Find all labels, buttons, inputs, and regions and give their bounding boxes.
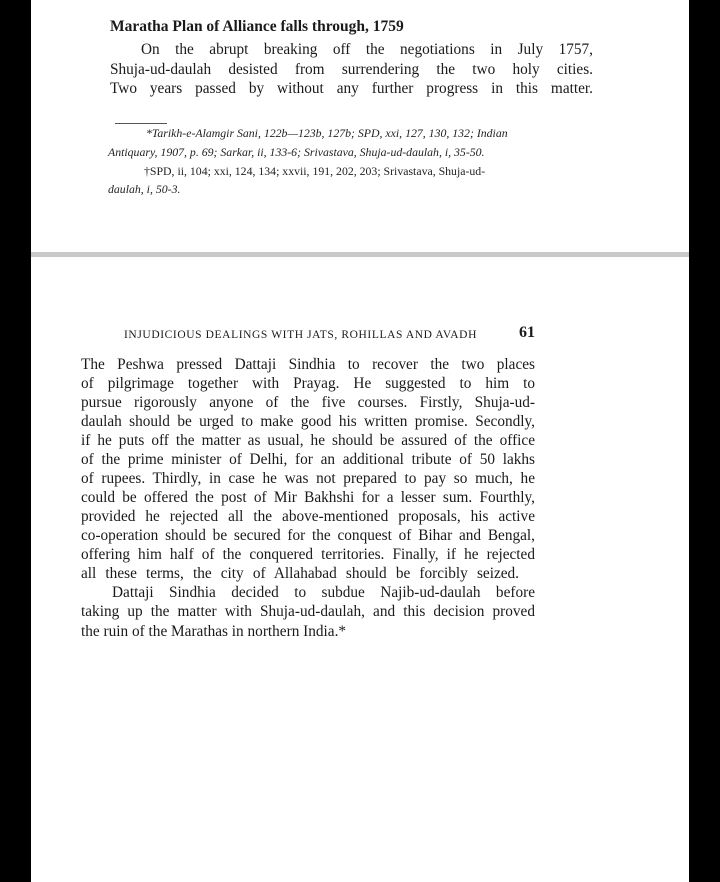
body-line: On the abrupt breaking off the negotiations in July 1757, [141,41,593,58]
body-line: The Peshwa pressed Dattaji Sindhia to recover the two places [81,356,535,373]
footnote-line: †SPD, ii, 104; xxi, 124, 134; xxvii, 191, 202, 203; Srivastava, Shuja-ud- [144,164,486,178]
body-line: Two years passed by without any further progress in this matter. [110,80,593,97]
section-heading: Maratha Plan of Alliance falls through, 1759 [110,18,404,35]
body-line: if he puts off the matter as usual, he should be assured of the office [81,432,535,449]
footnote-line: Antiquary, 1907, p. 69; Sarkar, ii, 133-6; Srivastava, Shuja-ud-daulah, i, 35-50. [108,145,485,159]
body-line: of pilgrimage together with Prayag. He suggested to him to [81,375,535,392]
page-number: 61 [519,324,535,341]
body-line: Shuja-ud-daulah desisted from surrendering the two holy cities. [110,61,593,78]
footnote-line: daulah, i, 50-3. [108,182,181,196]
running-head: INJUDICIOUS DEALINGS WITH JATS, ROHILLAS AND AVADH [124,329,477,341]
body-line: the ruin of the Marathas in northern India.* [81,623,347,640]
body-line: Dattaji Sindhia decided to subdue Najib-ud-daulah before [112,584,535,601]
body-line: provided he rejected all the above-mentioned proposals, his active [81,508,535,525]
top-page [31,0,689,252]
body-line: daulah should be urged to make good his written promise. Secondly, [81,413,535,430]
body-line: of rupees. Thirdly, in case he was not prepared to pay so much, he [81,470,535,487]
body-line: taking up the matter with Shuja-ud-daulah, and this decision proved [81,603,535,620]
footnote-rule [115,123,167,124]
body-line: of the prime minister of Delhi, for an additional tribute of 50 lakhs [81,451,535,468]
footnote-line: *Tarikh-e-Alamgir Sani, 122b—123b, 127b; SPD, xxi, 127, 130, 132; Indian [146,126,508,140]
body-line: all these terms, the city of Allahabad should be forcibly seized. [81,565,519,582]
body-line: offering him half of the conquered territories. Finally, if he rejected [81,546,535,563]
body-line: co-operation should be secured for the conquest of Bihar and Bengal, [81,527,535,544]
body-line: pursue rigorously anyone of the five courses. Firstly, Shuja-ud- [81,394,535,411]
bottom-page [31,257,689,882]
body-line: could be offered the post of Mir Bakhshi for a lesser sum. Fourthly, [81,489,535,506]
